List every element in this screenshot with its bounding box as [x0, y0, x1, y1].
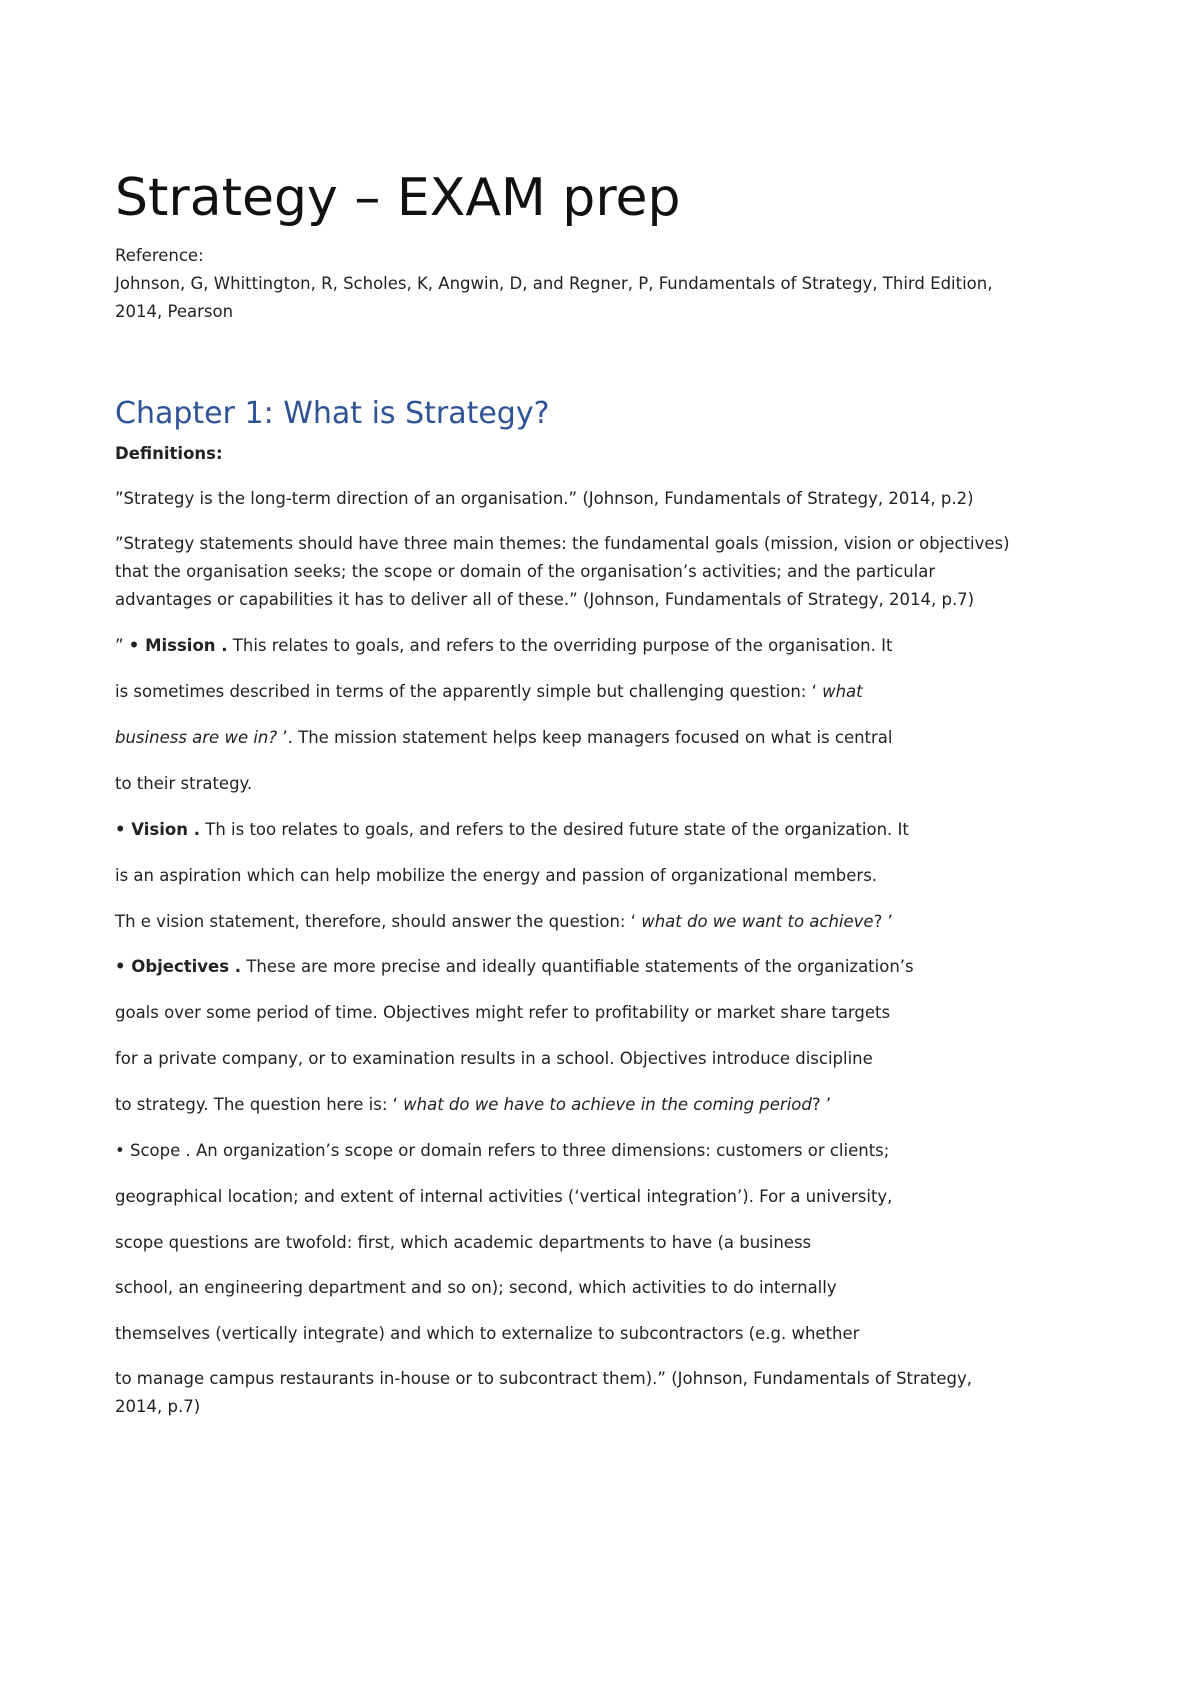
- mission-text: ’. The mission statement helps keep managers focused on what is central: [277, 728, 893, 747]
- scope-line-3: scope questions are twofold: first, which academic departments to have (a business: [115, 1233, 812, 1252]
- mission-quote-mark: ”: [115, 636, 129, 655]
- definition-quote-2-line-2: that the organisation seeks; the scope or domain of the organisation’s activities; and the particular: [115, 562, 936, 581]
- vision-line-3: [115, 910, 893, 934]
- objectives-text: These are more precise and ideally quantifiable statements of the organization’s: [241, 957, 914, 976]
- vision-line-2: is an aspiration which can help mobilize the energy and passion of organizational members.: [115, 866, 878, 885]
- objectives-question: what do we have to achieve in the coming period: [403, 1095, 812, 1114]
- definitions-label: Definitions:: [115, 444, 223, 463]
- mission-line-4: to their strategy.: [115, 774, 253, 793]
- objectives-label: • Objectives .: [115, 957, 242, 976]
- scope-line-4: school, an engineering department and so on); second, which activities to do internally: [115, 1278, 837, 1297]
- mission-text: is sometimes described in terms of the apparently simple but challenging question: ‘: [115, 682, 823, 701]
- chapter-heading: Chapter 1: What is Strategy?: [115, 396, 550, 431]
- definition-quote-1: ”Strategy is the long-term direction of an organisation.” (Johnson, Fundamentals of Strategy, 2014, p.2): [115, 489, 974, 508]
- scope-line-6: to manage campus restaurants in-house or to subcontract them).” (Johnson, Fundamentals of Strategy,: [115, 1369, 973, 1388]
- objectives-line-3: for a private company, or to examination results in a school. Objectives introduce discipline: [115, 1049, 873, 1068]
- mission-line-3: [115, 726, 893, 750]
- scope-line-5: themselves (vertically integrate) and which to externalize to subcontractors (e.g. whether: [115, 1324, 860, 1343]
- mission-line-1: [115, 634, 892, 658]
- scope-line-2: geographical location; and extent of internal activities (‘vertical integration’). For a university,: [115, 1187, 893, 1206]
- objectives-line-1: [115, 955, 914, 979]
- mission-line-2: [115, 680, 863, 704]
- reference-citation-line-2: 2014, Pearson: [115, 302, 234, 321]
- objectives-line-4: [115, 1093, 831, 1117]
- reference-citation-line-1: Johnson, G, Whittington, R, Scholes, K, Angwin, D, and Regner, P, Fundamentals of Strategy, Third Edition,: [115, 274, 993, 293]
- objectives-text: to strategy. The question here is: ‘: [115, 1095, 404, 1114]
- objectives-line-2: goals over some period of time. Objectives might refer to profitability or market share targets: [115, 1003, 891, 1022]
- mission-question: business are we in?: [115, 728, 278, 747]
- scope-line-7: 2014, p.7): [115, 1397, 201, 1416]
- vision-line-1: [115, 818, 909, 842]
- vision-text: ? ’: [873, 912, 893, 931]
- mission-text: This relates to goals, and refers to the overriding purpose of the organisation. It: [227, 636, 893, 655]
- vision-label: • Vision .: [115, 820, 200, 839]
- vision-question: what do we want to achieve: [641, 912, 874, 931]
- vision-text: Th e vision statement, therefore, should answer the question: ‘: [115, 912, 642, 931]
- mission-label: • Mission .: [128, 636, 228, 655]
- vision-text: Th is too relates to goals, and refers to the desired future state of the organization. It: [200, 820, 909, 839]
- mission-question: what: [822, 682, 863, 701]
- objectives-text: ? ’: [811, 1095, 832, 1114]
- reference-label: Reference:: [115, 246, 204, 265]
- document-title: Strategy – EXAM prep: [115, 168, 681, 228]
- definition-quote-2-line-3: advantages or capabilities it has to deliver all of these.” (Johnson, Fundamentals of Strategy, 2014, p.7): [115, 590, 975, 609]
- scope-line-1: • Scope . An organization’s scope or domain refers to three dimensions: customers or clients;: [115, 1141, 890, 1160]
- definition-quote-2-line-1: ”Strategy statements should have three main themes: the fundamental goals (mission, vision or objectives): [115, 534, 1010, 553]
